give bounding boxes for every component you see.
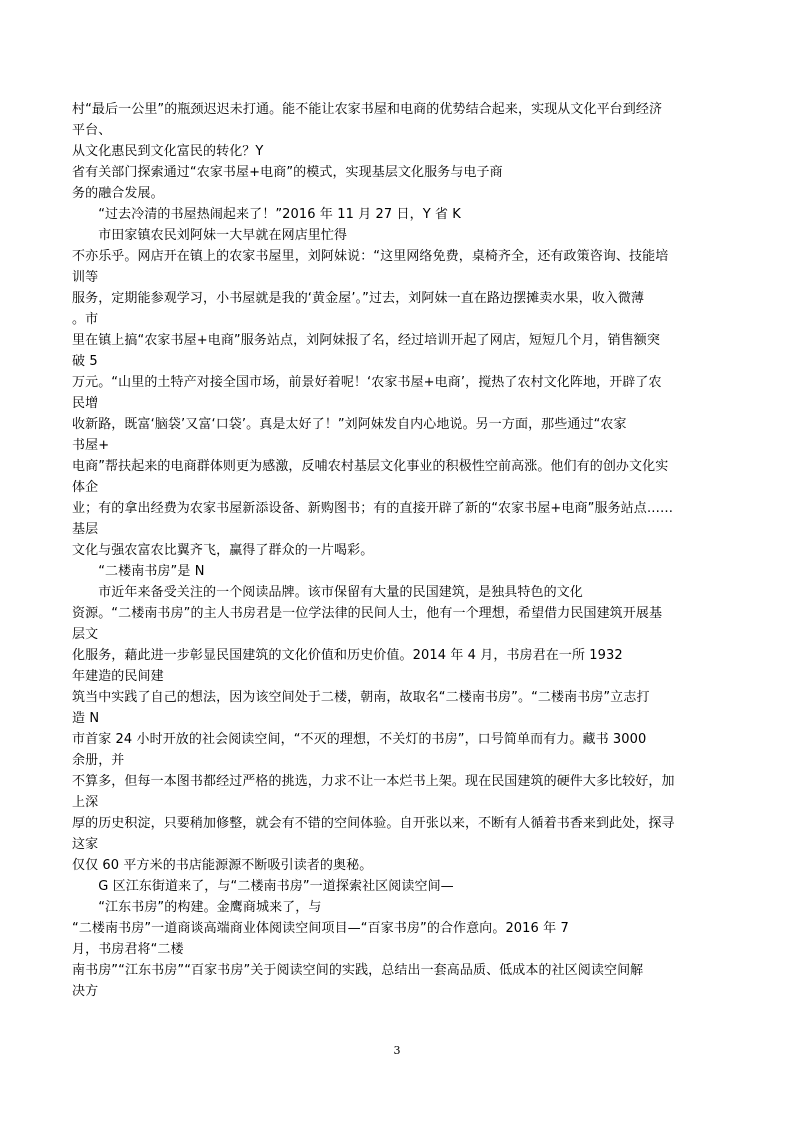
text-line: 。市 bbox=[72, 312, 99, 327]
text-line: 务的融合发展。 bbox=[72, 186, 164, 201]
text-line: G 区江东街道来了，与“二楼南书房”一道探索社区阅读空间— bbox=[72, 879, 454, 894]
text-line: 书屋+ bbox=[72, 438, 110, 453]
text-line: 化服务，藉此进一步彰显民国建筑的文化价值和历史价值。2014 年 4 月，书房君在一所 1932 bbox=[72, 648, 623, 663]
text-line: 仅仅 60 平方米的书店能源源不断吸引读者的奥秘。 bbox=[72, 858, 373, 873]
text-line: 业；有的拿出经费为农家书屋新添设备、新购图书；有的直接开辟了新的“农家书屋+电商”服务站点…… bbox=[72, 501, 674, 516]
text-line: 万元。“山里的土特产对接全国市场，前景好着呢！‘农家书屋+电商’，搅热了农村文化阵地，开辟了农 bbox=[72, 375, 662, 390]
text-line: 这家 bbox=[72, 837, 99, 852]
text-line: 村“最后一公里”的瓶颈迟迟未打通。能不能让农家书屋和电商的优势结合起来，实现从文化平台到经济 bbox=[72, 102, 663, 117]
text-line: 从文化惠民到文化富民的转化？Y bbox=[72, 144, 264, 159]
text-line: 南书房”“江东书房”“百家书房”关于阅读空间的实践，总结出一套高品质、低成本的社区阅读空间解 bbox=[72, 963, 644, 978]
text-line: 体企 bbox=[72, 480, 99, 495]
text-line: “过去冷清的书屋热闹起来了！”2016 年 11 月 27 日，Y 省 K bbox=[72, 207, 461, 222]
text-line: 余册，并 bbox=[72, 753, 125, 768]
text-line: 上深 bbox=[72, 795, 99, 810]
text-line: “二楼南书房”是 N bbox=[72, 564, 205, 579]
text-line: 收新路，既富‘脑袋’又富‘口袋’。真是太好了！”刘阿妹发自内心地说。另一方面，那些通过“农家 bbox=[72, 417, 627, 432]
text-line: 厚的历史积淀，只要稍加修整，就会有不错的空间体验。自开张以来，不断有人循着书香来到此处，探寻 bbox=[72, 816, 675, 831]
text-line: 服务，定期能参观学习，小书屋就是我的‘黄金屋’。”过去，刘阿妹一直在路边摆摊卖水果，收入微薄 bbox=[72, 291, 645, 306]
text-line: 月，书房君将“二楼 bbox=[72, 942, 184, 957]
text-line: 市田家镇农民刘阿妹一大早就在网店里忙得 bbox=[72, 228, 348, 243]
text-line: 文化与强农富农比翼齐飞，赢得了群众的一片喝彩。 bbox=[72, 543, 374, 558]
text-line: 电商”帮扶起来的电商群体则更为感激，反哺农村基层文化事业的积极性空前高涨。他们有的创办文化实 bbox=[72, 459, 669, 474]
text-line: 不算多，但每一本图书都经过严格的挑选，力求不让一本烂书上架。现在民国建筑的硬件大多比较好，加 bbox=[72, 774, 675, 789]
text-line: 里在镇上搞“农家书屋+电商”服务站点，刘阿妹报了名，经过培训开起了网店，短短几个月，销售额突 bbox=[72, 333, 660, 348]
text-line: 平台、 bbox=[72, 123, 112, 138]
text-line: 决方 bbox=[72, 984, 99, 999]
text-line: 年建造的民间建 bbox=[72, 669, 164, 684]
text-line: 筑当中实践了自己的想法，因为该空间处于二楼，朝南，故取名“二楼南书房”。“二楼南书房”立志打 bbox=[72, 690, 650, 705]
text-line: 资源。“二楼南书房”的主人书房君是一位学法律的民间人士，他有一个理想，希望借力民国建筑开展基 bbox=[72, 606, 663, 621]
text-line: 民增 bbox=[72, 396, 99, 411]
text-line: “二楼南书房”一道商谈高端商业体阅读空间项目—“百家书房”的合作意向。2016 年 7 bbox=[72, 921, 569, 936]
text-line: “江东书房”的构建。金鹰商城来了，与 bbox=[72, 900, 322, 915]
page-number: 3 bbox=[393, 1044, 401, 1057]
text-line: 市近年来备受关注的一个阅读品牌。该市保留有大量的民国建筑，是独具特色的文化 bbox=[72, 585, 583, 600]
text-line: 不亦乐乎。网店开在镇上的农家书屋里，刘阿妹说：“这里网络免费，桌椅齐全，还有政策咨询、技能培 bbox=[72, 249, 669, 264]
text-line: 市首家 24 小时开放的社会阅读空间，“不灭的理想，不关灯的书房”，口号简单而有力。藏书 3000 bbox=[72, 732, 647, 747]
text-line: 层文 bbox=[72, 627, 99, 642]
text-line: 破 5 bbox=[72, 354, 98, 369]
text-line: 造 N bbox=[72, 711, 100, 726]
text-line: 省有关部门探索通过“农家书屋+电商”的模式，实现基层文化服务与电子商 bbox=[72, 165, 503, 180]
text-line: 基层 bbox=[72, 522, 99, 537]
text-line: 训等 bbox=[72, 270, 99, 285]
